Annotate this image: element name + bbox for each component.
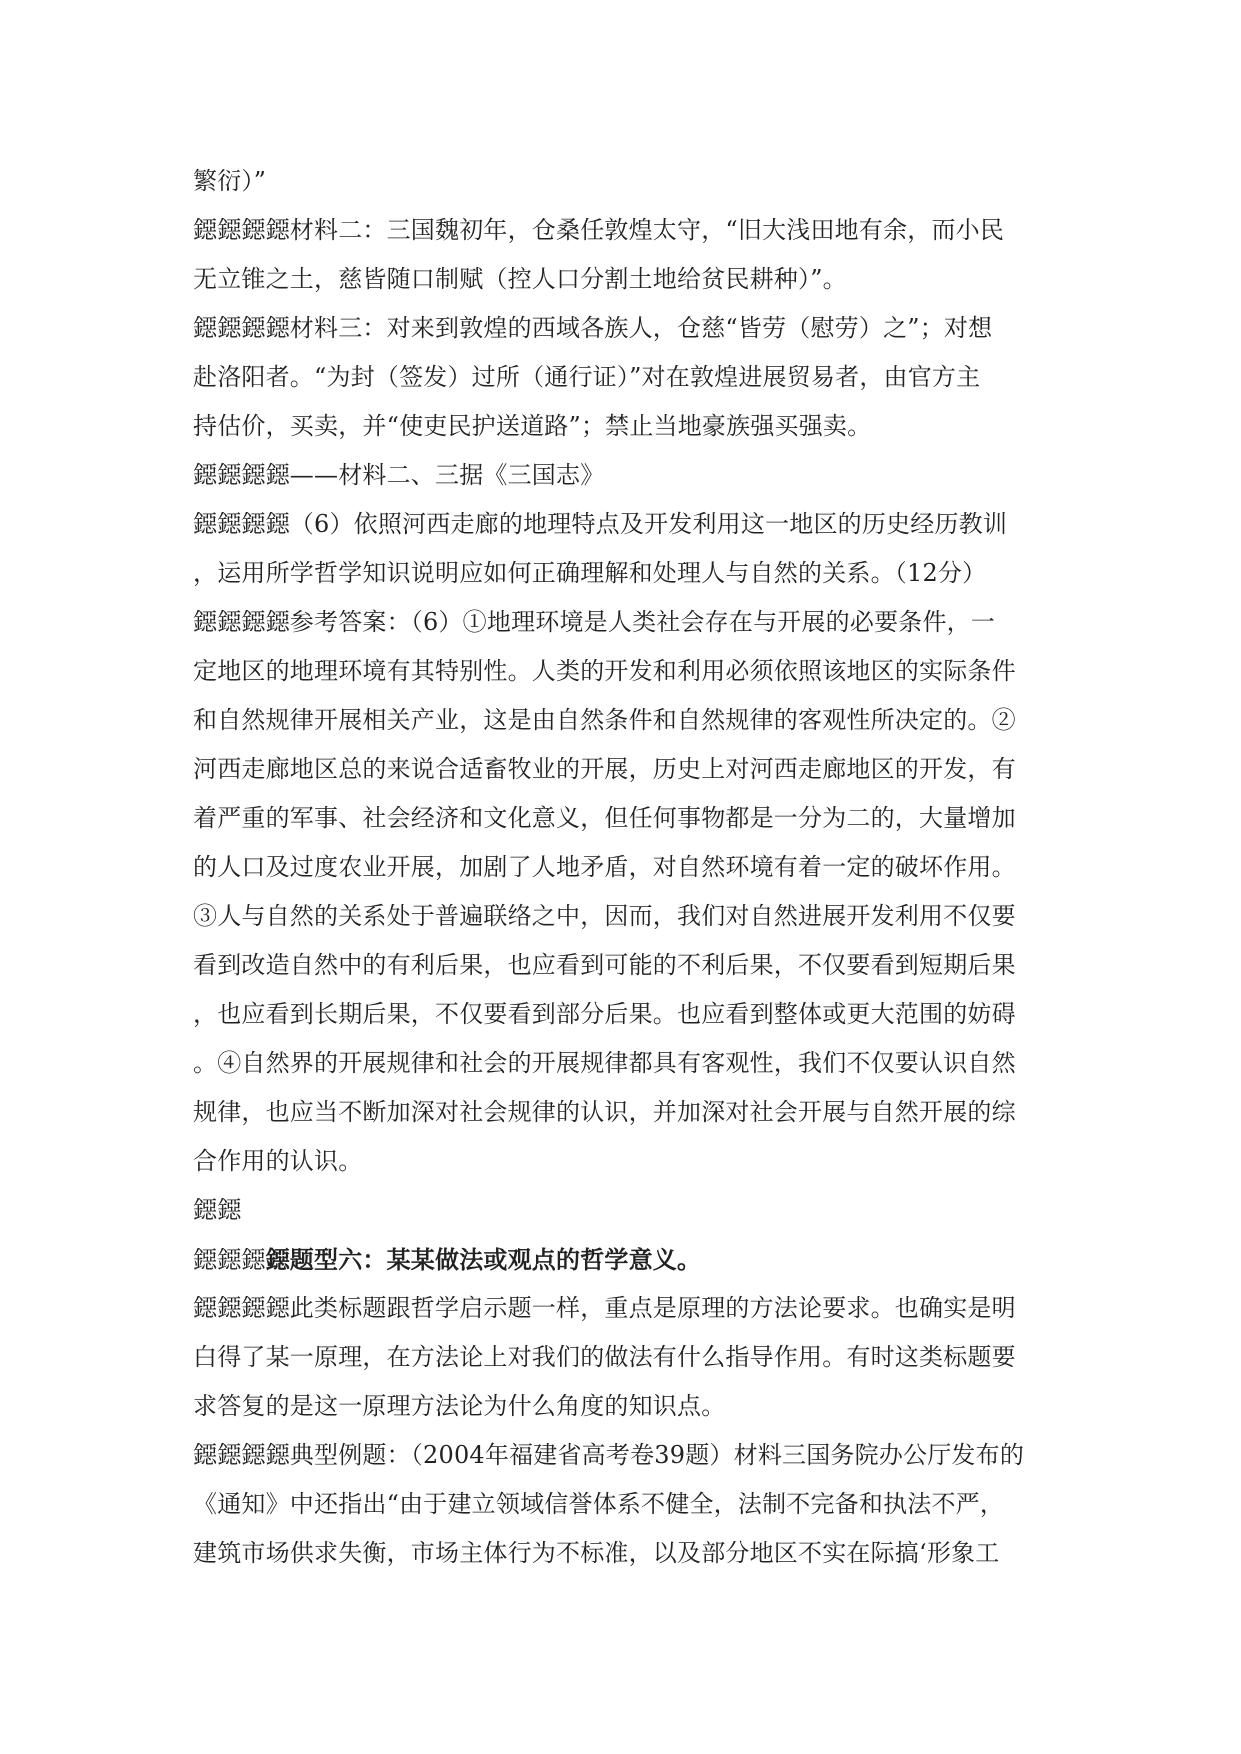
text-line: ，也应看到长期后果，不仅要看到部分后果。也应看到整体或更大范围的妨碍 (193, 1000, 1016, 1028)
text-line: 合作用的认识。 (193, 1147, 363, 1175)
text-line: 鐚鐚鐚鐚典型例题：（2004年福建省高考卷39题）材料三国务院办公厅发布的 (193, 1441, 1025, 1469)
text-line: 着严重的军事、社会经济和文化意义，但任何事物都是一分为二的，大量增加 (193, 804, 1016, 832)
section-heading-line (193, 1235, 1053, 1284)
text-line: 无立锥之土，慈皆随口制赋（控人口分割土地给贫民耕种）”。 (193, 265, 847, 293)
text-line: 白得了某一原理，在方法论上对我们的做法有什么指导作用。有时这类标题要 (193, 1343, 1016, 1371)
heading-prefix: 鐚鐚鐚 (193, 1246, 266, 1274)
text-line: 《通知》中还指出“由于建立领域信誉体系不健全，法制不完备和执法不严， (193, 1490, 1005, 1518)
text-line: 看到改造自然中的有利后果，也应看到可能的不利后果，不仅要看到短期后果 (193, 951, 1016, 979)
text-line: 。④自然界的开展规律和社会的开展规律都具有客观性，我们不仅要认识自然 (193, 1049, 1016, 1077)
text-line: 求答复的是这一原理方法论为什么角度的知识点。 (193, 1392, 726, 1420)
text-line: 河西走廊地区总的来说合适畜牧业的开展，历史上对河西走廊地区的开发，有 (193, 755, 1016, 783)
text-line: 繁衍）” (193, 167, 267, 195)
text-line: 鐚鐚鐚鐚此类标题跟哲学启示题一样，重点是原理的方法论要求。也确实是明 (193, 1294, 1016, 1322)
text-line: 的人口及过度农业开展，加剧了人地矛盾，对自然环境有着一定的破坏作用。 (193, 853, 1016, 881)
text-line: 持估价，买卖，并“使吏民护送道路”；禁止当地豪族强买强卖。 (193, 412, 872, 440)
text-line: ③人与自然的关系处于普遍联络之中，因而，我们对自然进展开发利用不仅要 (193, 902, 1016, 930)
text-line: 和自然规律开展相关产业，这是由自然条件和自然规律的客观性所决定的。② (193, 706, 1016, 734)
text-line: 规律，也应当不断加深对社会规律的认识，并加深对社会开展与自然开展的综 (193, 1098, 1016, 1126)
text-line: ，运用所学哲学知识说明应如何正确理解和处理人与自然的关系。（12分） (193, 559, 987, 587)
text-line: 鐚鐚鐚鐚——材料二、三据《三国志》 (193, 461, 605, 489)
text-line: 鐚鐚鐚鐚材料三：对来到敦煌的西域各族人，仓慈“皆劳（慰劳）之”；对想 (193, 314, 993, 342)
text-line: 鐚鐚鐚鐚材料二：三国魏初年，仓桑任敦煌太守，“旧大浅田地有余，而小民 (193, 216, 1005, 244)
text-line: 鐚鐚鐚鐚（6）依照河西走廊的地理特点及开发利用这一地区的历史经历教训 (193, 510, 1008, 538)
text-line: 定地区的地理环境有其特别性。人类的开发和利用必须依照该地区的实际条件 (193, 657, 1016, 685)
text-line: 鐚鐚 (193, 1196, 242, 1224)
text-line: 鐚鐚鐚鐚参考答案：（6）①地理环境是人类社会存在与开展的必要条件，一 (193, 608, 996, 636)
text-line: 赴洛阳者。“为封（签发）过所（通行证）”对在敦煌进展贸易者，由官方主 (193, 363, 981, 391)
text-line: 建筑市场供求失衡，市场主体行为不标准，以及部分地区不实在际搞‘形象工 (193, 1539, 1000, 1567)
document-body (193, 157, 1053, 1578)
section-heading: 鐚题型六：某某做法或观点的哲学意义。 (265, 1245, 702, 1274)
